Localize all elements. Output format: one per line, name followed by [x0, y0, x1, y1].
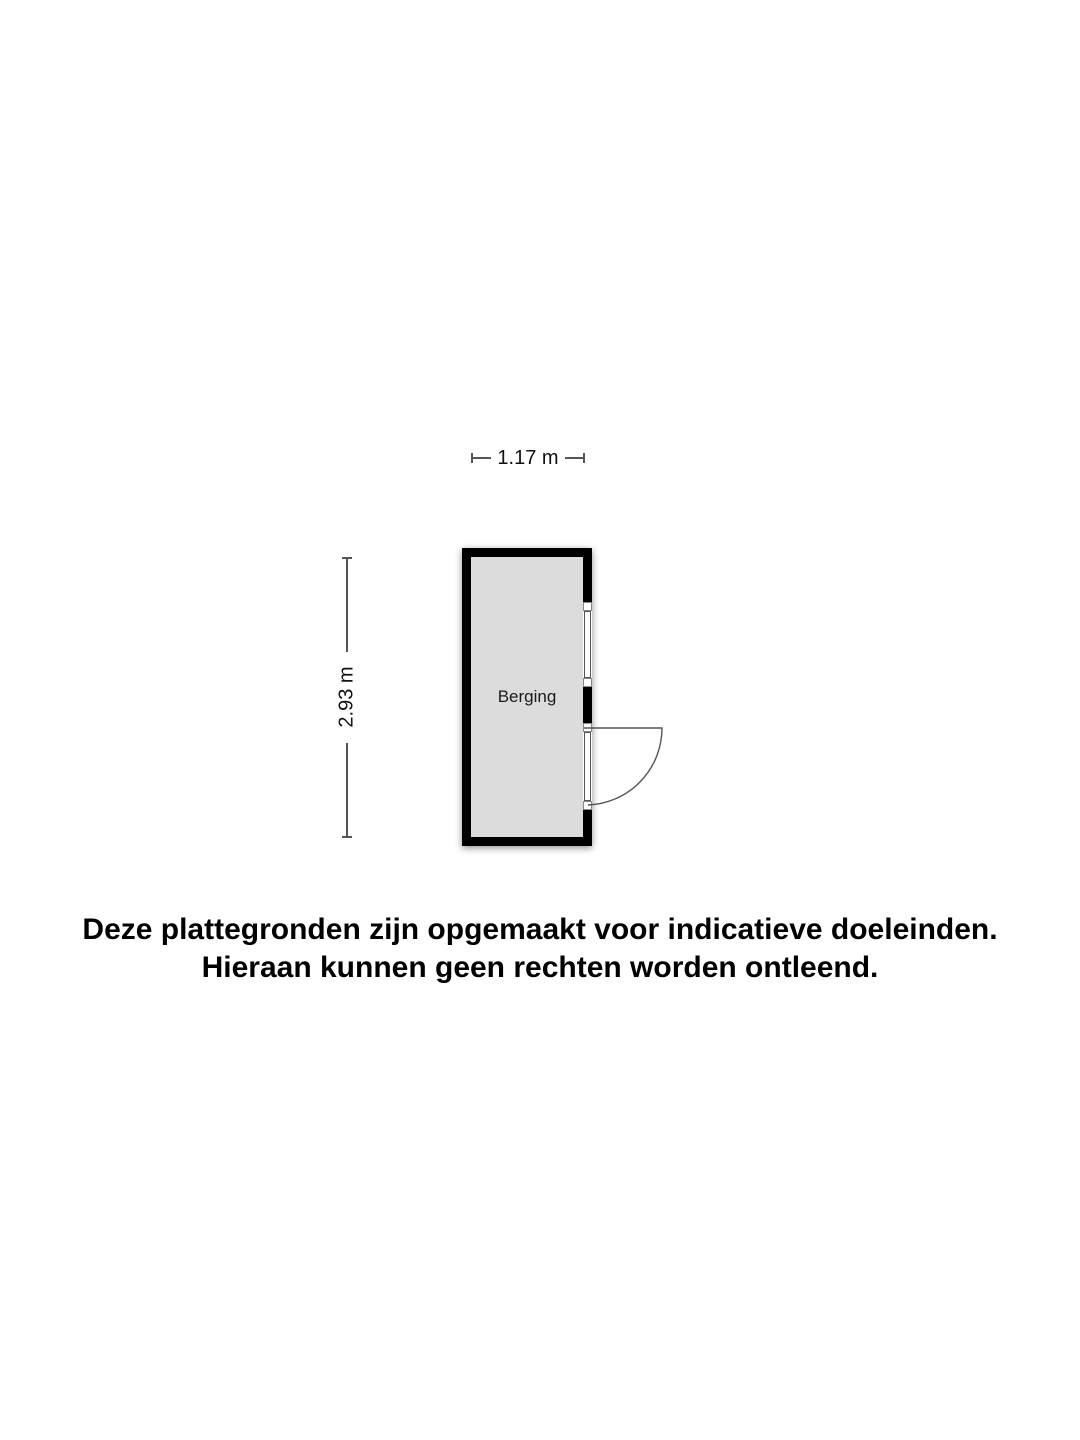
- dimension-line-left: [473, 457, 491, 459]
- width-dimension: [471, 446, 585, 470]
- window-cap-top: [583, 602, 592, 611]
- room-floor: [471, 557, 583, 837]
- dimension-line-lower: [346, 743, 348, 837]
- dimension-tick-bottom: [342, 836, 352, 838]
- room-label: Berging: [497, 687, 557, 706]
- height-dimension-label: 2.93 m: [335, 666, 358, 728]
- room-outline: [462, 548, 592, 846]
- dimension-line-right: [565, 457, 583, 459]
- door-swing-arc-icon: [584, 727, 668, 811]
- disclaimer-text: [0, 911, 1080, 987]
- dimension-line-upper: [346, 558, 348, 652]
- disclaimer-line-2: Hieraan kunnen geen rechten worden ontleend.: [201, 951, 879, 984]
- window: [583, 602, 592, 687]
- window-cap-bottom: [583, 678, 592, 687]
- window-glass: [584, 611, 591, 678]
- disclaimer-line-1: Deze plattegronden zijn opgemaakt voor indicatieve doeleinden.: [82, 913, 998, 946]
- width-dimension-label: 1.17 m: [497, 447, 559, 469]
- dimension-tick-right: [583, 453, 585, 463]
